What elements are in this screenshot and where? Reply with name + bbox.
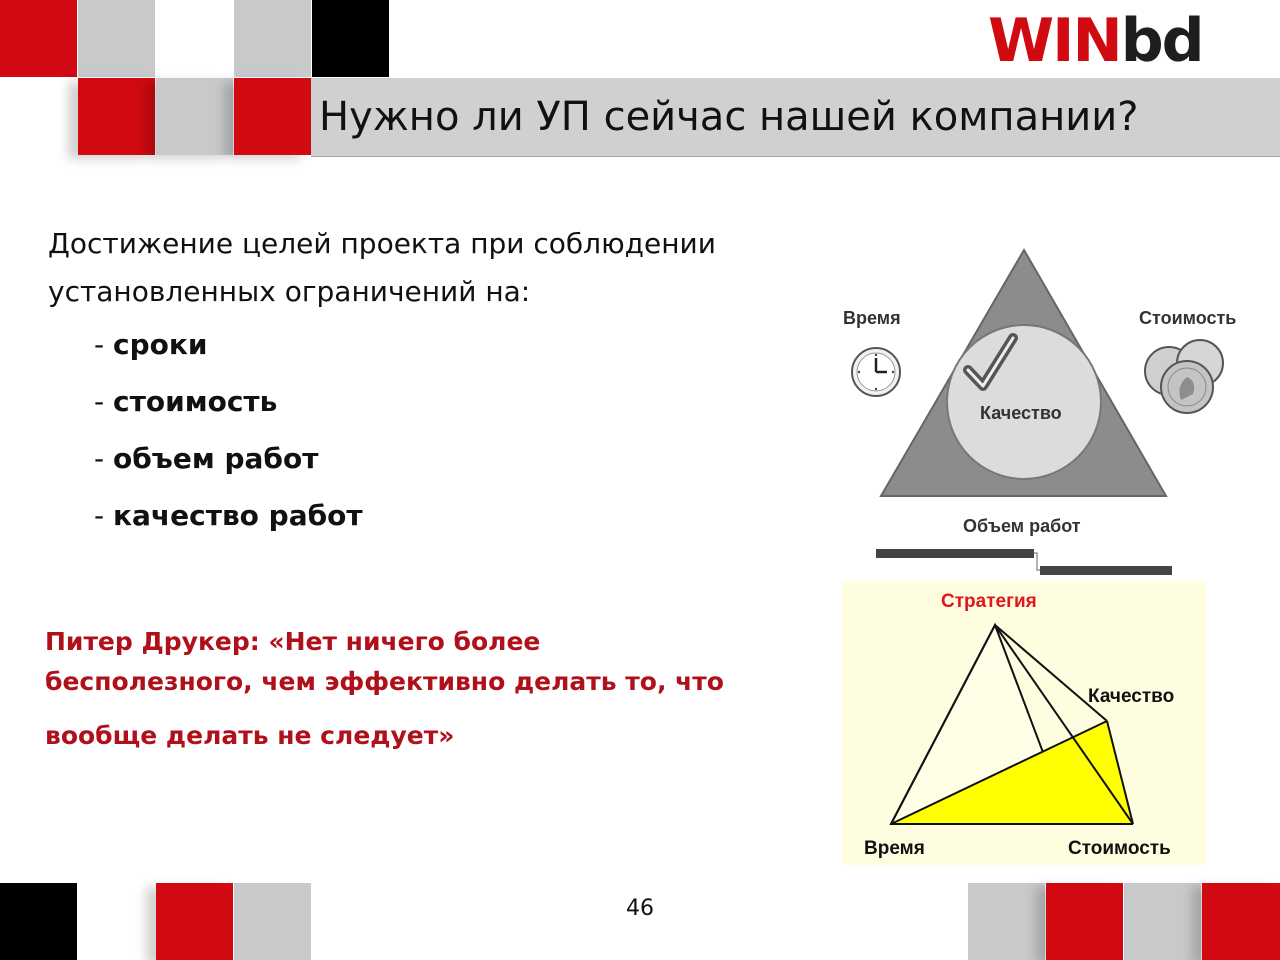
slide-title: Нужно ли УП сейчас нашей компании?	[319, 94, 1139, 140]
coins-icon	[1145, 340, 1223, 413]
strategy-pyramid-diagram	[842, 581, 1206, 865]
label-scope: Объем работ	[963, 516, 1081, 536]
scope-bar-1	[876, 549, 1034, 558]
deco-tile	[968, 883, 1045, 960]
intro-text	[48, 220, 716, 316]
quote-line-1: Питер Друкер: «Нет ничего более	[45, 627, 541, 656]
drucker-quote	[45, 622, 724, 756]
bullet-item: - объем работ	[94, 442, 319, 475]
intro-line-2: установленных ограничений на:	[48, 275, 531, 308]
deco-tile	[156, 883, 233, 960]
deco-tile	[0, 0, 77, 77]
bullet-text: стоимость	[113, 385, 278, 418]
deco-tile	[1046, 883, 1123, 960]
deco-tile	[78, 78, 155, 155]
scope-bar-2	[1040, 566, 1172, 575]
deco-tile	[1124, 883, 1201, 960]
quote-line-2: бесполезного, чем эффективно делать то, что	[45, 667, 724, 696]
label-time: Время	[843, 308, 901, 328]
bullet-text: сроки	[113, 328, 208, 361]
intro-line-1: Достижение целей проекта при соблюдении	[48, 227, 716, 260]
bullet-item: - стоимость	[94, 385, 278, 418]
label-pyramid-time: Время	[864, 838, 925, 859]
quote-line-3: вообще делать не следует»	[45, 721, 455, 750]
label-quality: Качество	[980, 403, 1062, 423]
label-cost: Стоимость	[1139, 308, 1237, 328]
deco-tile	[156, 78, 233, 155]
project-triangle-diagram	[835, 240, 1255, 585]
deco-tile	[0, 883, 77, 960]
deco-tile	[234, 0, 311, 77]
logo-bd: bd	[1120, 6, 1203, 76]
bullet-text: качество работ	[113, 499, 363, 532]
deco-tile	[234, 78, 311, 155]
deco-tile	[234, 883, 311, 960]
deco-tile	[1202, 883, 1280, 960]
clock-icon	[852, 348, 900, 396]
company-logo	[988, 6, 1203, 76]
bullet-text: объем работ	[113, 442, 319, 475]
logo-win: WIN	[988, 6, 1121, 76]
label-pyramid-quality: Качество	[1088, 686, 1175, 707]
title-bar	[311, 78, 1280, 157]
bullet-item: - качество работ	[94, 499, 363, 532]
deco-tile	[78, 0, 155, 77]
deco-tile	[312, 0, 389, 77]
quality-circle	[947, 325, 1101, 479]
label-pyramid-cost: Стоимость	[1068, 838, 1171, 859]
bullet-item: - сроки	[94, 328, 208, 361]
page-number: 46	[626, 896, 654, 921]
label-strategy: Стратегия	[941, 591, 1037, 612]
